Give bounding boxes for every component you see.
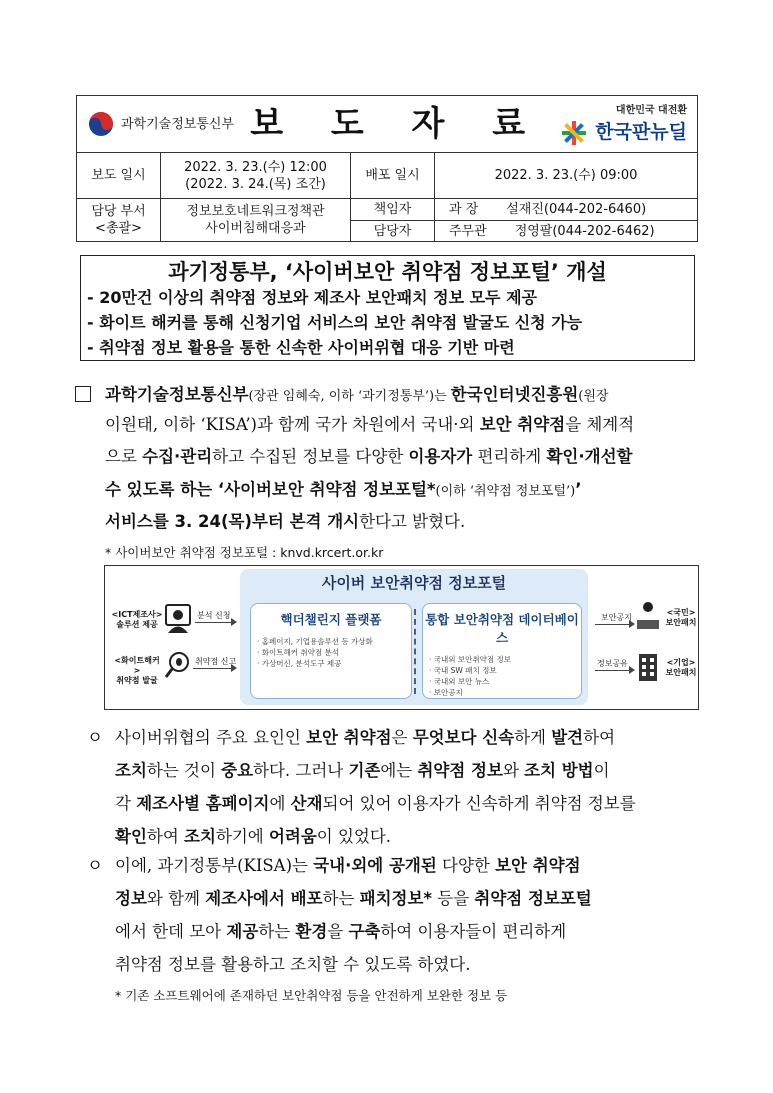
hack-challenge-title: 핵더챌린지 플랫폼	[280, 612, 382, 627]
new-deal-star-icon	[559, 119, 589, 147]
arrow-line	[195, 622, 231, 623]
headline-main: 과기정통부, ‘사이버보안 취약점 정보포털’ 개설	[168, 260, 607, 284]
text: 하는 것이	[146, 761, 222, 780]
square-bullet-icon	[75, 386, 91, 402]
text-bold: 수 있도록 하는 ‘사이버보안 취약점 정보포털*	[105, 480, 436, 499]
text: 하다. 그러나	[253, 761, 349, 780]
list-item: · 가상머신, 분석도구 제공	[257, 659, 342, 668]
report-time-value	[161, 153, 351, 199]
ministry-name: 과학기술정보통신부	[121, 116, 235, 132]
white-hacker-label	[111, 656, 163, 686]
p3-line-3	[115, 918, 566, 942]
distribution-time-value: 2022. 3. 23.(수) 09:00	[435, 153, 698, 199]
company-label	[663, 658, 699, 678]
text-bold: 확인	[115, 827, 147, 846]
label-line: <화이트해커>	[114, 656, 160, 675]
text-bold: 취약점 정보포털	[474, 889, 592, 908]
text: 와 함께	[146, 889, 206, 908]
p3-line-2	[115, 885, 592, 909]
ministry-logo	[87, 110, 234, 138]
text: 은	[391, 728, 413, 747]
chief-contact	[435, 199, 698, 221]
press-header-table	[76, 95, 698, 242]
chief-title: 과 장	[449, 202, 479, 217]
text: 하기에	[215, 827, 269, 846]
list-item: · 국내외 보안 뉴스	[429, 677, 490, 686]
arrow-line	[595, 670, 629, 671]
text: 이	[593, 761, 610, 780]
p2-line-1	[115, 724, 615, 748]
ministry-name-bold: 과학기술정보통신부	[105, 385, 249, 404]
text: 하는	[322, 889, 360, 908]
text: 으로	[105, 447, 143, 466]
text: 한다고 밝혔다.	[359, 512, 466, 531]
headline-box	[80, 255, 695, 361]
text-bold: 취약점 정보	[417, 761, 503, 780]
text-bold: 조치	[184, 827, 216, 846]
intro-line-1	[105, 381, 609, 405]
arrow-label-share: 정보공유	[597, 659, 628, 668]
text: 이에, 과기정통부(KISA)는	[115, 856, 314, 875]
text: 이 있었다.	[316, 827, 392, 846]
department-value-line1: 정보보호네트워크정책관	[186, 204, 325, 219]
arrow-label-notice: 보안공지	[601, 613, 632, 622]
manufacturer-user-icon	[165, 604, 191, 634]
chief-label: 책임자	[351, 199, 435, 221]
text-bold: 국내·외에 공개된	[313, 856, 437, 875]
staff-title: 주무관	[449, 223, 487, 239]
intro-line-4	[105, 476, 582, 500]
text-bold: 보안 취약점	[306, 728, 392, 747]
p2-line-2	[115, 757, 610, 781]
text: 을 체계적	[565, 415, 635, 434]
text-bold: 중요	[221, 761, 254, 780]
text-bold: 패치정보*	[359, 889, 433, 908]
text: 에는	[380, 761, 418, 780]
text: 사이버위협의 주요 요인인	[115, 728, 307, 747]
distribution-time-label: 배포 일시	[351, 153, 435, 199]
bullet-marker: ㅇ	[87, 728, 103, 747]
text: 하게	[514, 728, 552, 747]
p3-line-1	[115, 852, 581, 876]
label-line: <국민>	[666, 608, 696, 617]
kisa-name-bold: 한국인터넷진흥원	[450, 385, 579, 404]
text-bold: 기존	[348, 761, 381, 780]
label-line: <기업>	[666, 658, 696, 667]
new-deal-logo	[559, 102, 687, 147]
text-bold: 무엇보다 신속	[412, 728, 515, 747]
arrow-label-report: 취약점 신고	[195, 657, 237, 666]
staff-contact	[435, 221, 698, 242]
department-value	[161, 199, 351, 242]
arrow-line	[595, 624, 629, 625]
text: 하여	[146, 827, 185, 846]
text-bold: 제공	[226, 922, 259, 941]
text: 하여 이용자들이 편리하게	[380, 922, 567, 941]
citizen-label	[663, 608, 699, 628]
staff-label: 담당자	[351, 221, 435, 242]
text-bold: 산재	[290, 794, 323, 813]
page-title: 보 도 자 료	[250, 103, 544, 144]
label-line: 보안패치	[665, 668, 697, 677]
text-bold: 조치 방법	[524, 761, 594, 780]
department-label-line1: 담당 부서	[91, 204, 146, 219]
text-bold: ’	[575, 480, 582, 499]
department-label-line2: <총괄>	[95, 221, 142, 236]
hack-challenge-box	[250, 603, 412, 699]
headline-sub-1: - 20만건 이상의 취약점 정보와 제조사 보안패치 정보 모두 제공	[87, 288, 537, 307]
text: 이원태, 이하 ‘KISA’)과 함께 국가 차원에서 국내·외	[105, 415, 480, 434]
text-bold: 조치	[115, 761, 147, 780]
text-bold: 제조사에서 배포	[205, 889, 323, 908]
text-bold: 확인·개선할	[546, 447, 633, 466]
text: 와	[502, 761, 525, 780]
label-line: 솔루션 제공	[116, 620, 158, 629]
text: 하는	[258, 922, 296, 941]
brand-tagline: 대한민국 대전환	[615, 104, 688, 116]
arrow-line	[193, 668, 231, 669]
brand-name: 한국판뉴딜	[595, 121, 688, 143]
text-bold: 발견	[551, 728, 584, 747]
text: (이하 ‘취약점 정보포털’)	[435, 484, 576, 499]
portal-panel	[240, 569, 588, 705]
p3-line-4: 취약점 정보를 활용하고 조치할 수 있도록 하였다.	[115, 955, 471, 974]
text-bold: 정보	[115, 889, 147, 908]
arrow-right-icon	[231, 664, 237, 672]
report-time-line1: 2022. 3. 23.(수) 12:00	[184, 159, 327, 175]
report-time-line2: (2022. 3. 24.(목) 조간)	[185, 176, 326, 192]
intro-line-5	[105, 508, 465, 532]
text: 에	[269, 794, 291, 813]
staff-name: 정영팔(044-202-6462)	[514, 223, 655, 239]
text: 을	[327, 922, 349, 941]
headline-sub-3: - 취약점 정보 활용을 통한 신속한 사이버위협 대응 기반 마련	[87, 338, 515, 357]
vuln-db-title: 통합 보안취약점 데이터베이스	[425, 612, 579, 645]
p2-line-4	[115, 823, 391, 847]
building-icon	[635, 650, 661, 682]
taegeuk-icon	[87, 110, 115, 138]
arrow-label-apply: 분석 신청	[197, 611, 231, 620]
portal-title: 사이버 보안취약점 정보포털	[321, 574, 507, 592]
text: 하고 수집된 정보를 다양한	[212, 447, 409, 466]
intro-line-2	[105, 411, 634, 435]
list-item: · 화이트해커 취약점 분석	[257, 648, 339, 657]
citizen-icon	[635, 600, 661, 630]
list-item: · 보안공지	[429, 688, 463, 697]
list-item: · 국내외 보안취약점 정보	[429, 655, 511, 664]
label-line: 보안패치	[665, 618, 697, 627]
label-line: 취약점 발굴	[116, 676, 158, 685]
p3-footnote: * 기존 소프트웨어에 존재하던 보안취약점 등을 안전하게 보완한 정보 등	[115, 988, 508, 1003]
department-label	[77, 199, 161, 242]
text-bold: 제조사별 홈페이지	[136, 794, 270, 813]
intro-footnote: * 사이버보안 취약점 정보포털 : knvd.krcert.or.kr	[105, 545, 384, 560]
text-bold: 구축	[348, 922, 381, 941]
department-value-line2: 사이버침해대응과	[205, 221, 306, 236]
text: 되어 있어 이용자가 신속하게 취약점 정보를	[322, 794, 636, 813]
report-time-label: 보도 일시	[77, 153, 161, 199]
list-item: · 국내 SW 패치 정보	[429, 666, 497, 675]
text: 편리하게	[472, 447, 547, 466]
text: 각	[115, 794, 137, 813]
text-bold: 보안 취약점	[495, 856, 581, 875]
bullet-marker: ㅇ	[87, 856, 103, 875]
text-bold: 환경	[295, 922, 328, 941]
label-line: <ICT제조사>	[111, 610, 163, 619]
headline-sub-2: - 화이트 해커를 통해 신청기업 서비스의 보안 취약점 발굴도 신청 가능	[87, 313, 583, 332]
text: (장관 임혜숙, 이하 ‘과기정통부’)는	[248, 389, 451, 404]
magnifier-bug-icon	[165, 650, 191, 680]
chief-name: 설재진(044-202-6460)	[506, 202, 647, 217]
text: 다양한	[436, 856, 496, 875]
intro-line-3	[105, 443, 632, 467]
text: 등을	[432, 889, 475, 908]
text-bold: 수집·관리	[142, 447, 213, 466]
text-bold: 어려움	[268, 827, 317, 846]
text-bold: 서비스를 3. 24(목)부터 본격 개시	[105, 512, 360, 531]
list-item: · 홈페이지, 기업용솔루션 등 가상화	[257, 637, 373, 646]
portal-diagram	[104, 565, 699, 710]
text: 에서 한데 모아	[115, 922, 227, 941]
text-bold: 보안 취약점	[479, 415, 566, 434]
text-bold: 이용자가	[408, 447, 473, 466]
text: (원장	[578, 389, 609, 404]
p2-line-3	[115, 790, 636, 814]
vuln-db-box	[422, 603, 582, 699]
text: 하여	[583, 728, 616, 747]
arrow-right-icon	[231, 618, 237, 626]
ict-manufacturer-label	[111, 610, 163, 630]
divider	[414, 609, 416, 694]
